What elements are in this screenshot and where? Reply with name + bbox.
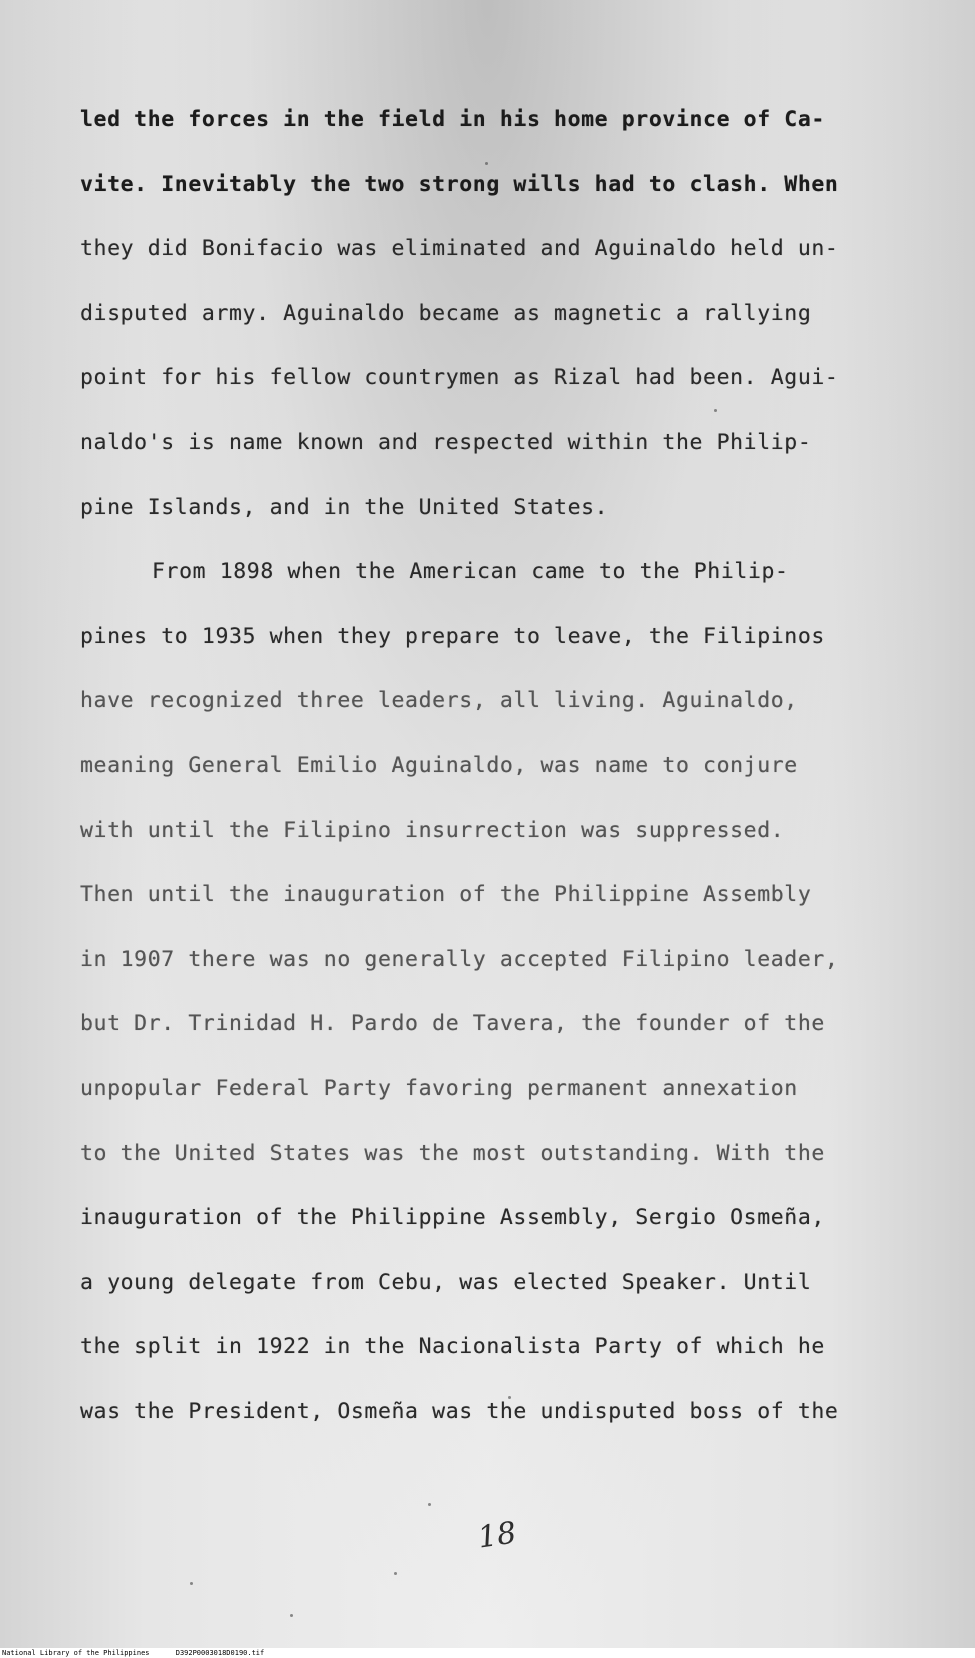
text-line: vite. Inevitably the two strong wills had to clash. When — [80, 171, 839, 197]
text-line: naldo's is name known and respected within the Philip- — [80, 429, 812, 455]
text-line: to the United States was the most outstanding. With the — [80, 1140, 825, 1166]
text-line: led the forces in the field in his home province of Ca- — [80, 107, 825, 132]
handwritten-page-number: 18 — [475, 1515, 519, 1556]
footer-source: National Library of the Philippines — [2, 1649, 150, 1657]
text-line: was the President, Osmeña was the undisputed boss of the — [80, 1398, 839, 1424]
dust-speck — [485, 162, 488, 165]
text-line: Then until the inauguration of the Philippine Assembly — [80, 882, 812, 908]
text-line: a young delegate from Cebu, was elected Speaker. Until — [80, 1269, 812, 1295]
footer-filename: D392P0003018D0190.tif — [175, 1649, 265, 1657]
text-line: the split in 1922 in the Nacionalista Party of which he — [80, 1334, 825, 1360]
text-line: pine Islands, and in the United States. — [80, 494, 609, 520]
text-line: unpopular Federal Party favoring permanent annexation — [80, 1075, 798, 1101]
dust-speck — [428, 1503, 431, 1506]
text-line: they did Bonifacio was eliminated and Aguinaldo held un- — [80, 236, 839, 262]
dust-speck — [714, 409, 717, 412]
text-line: with until the Filipino insurrection was suppressed. — [80, 817, 785, 843]
typewritten-text — [80, 88, 930, 1444]
scan-footer — [0, 1648, 975, 1658]
text-line: but Dr. Trinidad H. Pardo de Tavera, the founder of the — [80, 1011, 825, 1037]
text-line: pines to 1935 when they prepare to leave, the Filipinos — [80, 623, 825, 649]
dust-speck — [190, 1582, 193, 1585]
text-line: in 1907 there was no generally accepted Filipino leader, — [80, 946, 839, 972]
text-line: disputed army. Aguinaldo became as magnetic a rallying — [80, 300, 812, 326]
dust-speck — [508, 1396, 511, 1399]
text-line: meaning General Emilio Aguinaldo, was name to conjure — [80, 752, 798, 778]
dust-speck — [290, 1614, 293, 1617]
text-line: have recognized three leaders, all living. Aguinaldo, — [80, 688, 798, 714]
text-line: inauguration of the Philippine Assembly, Sergio Osmeña, — [80, 1205, 825, 1231]
text-line: From 1898 when the American came to the Philip- — [152, 559, 789, 585]
text-line: point for his fellow countrymen as Rizal had been. Agui- — [80, 365, 839, 391]
dust-speck — [394, 1572, 397, 1575]
